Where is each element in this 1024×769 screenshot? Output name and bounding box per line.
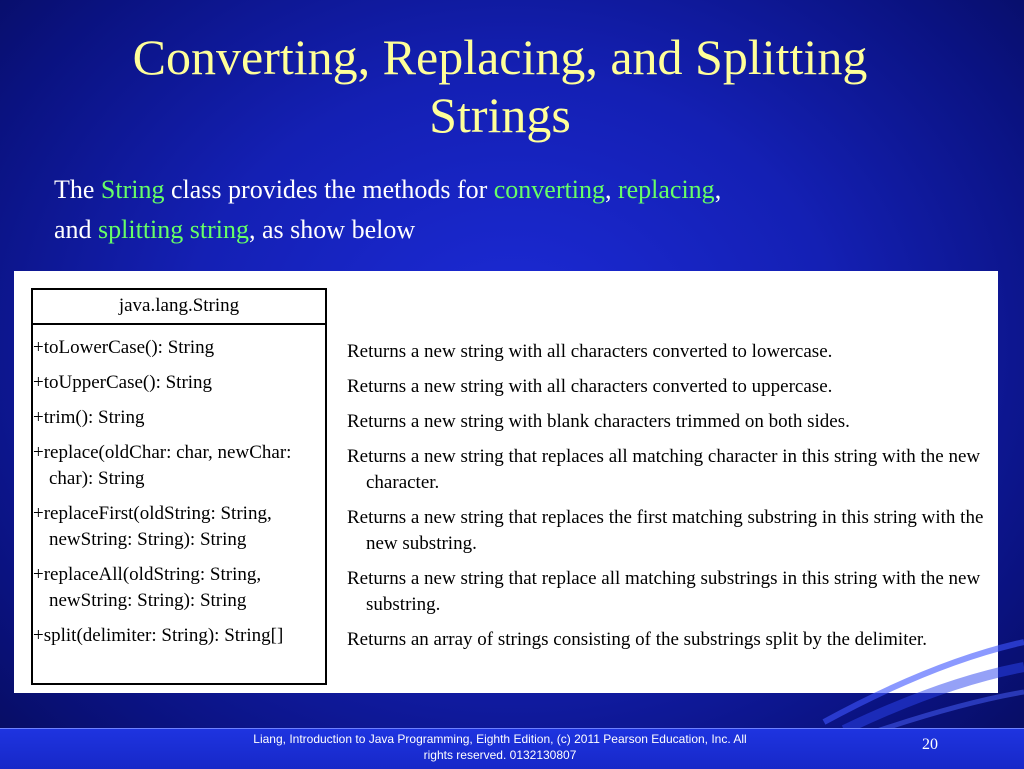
uml-class-box bbox=[31, 288, 327, 685]
intro-text-part: , bbox=[604, 175, 618, 204]
description-touppercase: Returns a new string with all characters converted to uppercase. bbox=[347, 376, 833, 397]
footer-copyright bbox=[200, 731, 800, 763]
intro-highlight-string: String bbox=[100, 175, 165, 204]
intro-text-part: class provides the methods for bbox=[164, 175, 494, 204]
description-tolowercase: Returns a new string with all characters converted to lowercase. bbox=[347, 341, 833, 362]
uml-method-replaceall: +replaceAll(oldString: String, newString: String): String bbox=[33, 564, 262, 611]
intro-text-part: and bbox=[54, 215, 99, 244]
method-descriptions bbox=[347, 339, 987, 662]
intro-text-part: The bbox=[54, 175, 101, 204]
description-replaceall: Returns a new string that replace all matching substrings in this string with the new substring. bbox=[347, 568, 981, 615]
description-replace: Returns a new string that replaces all matching character in this string with the new character. bbox=[347, 446, 981, 493]
uml-method-tolowercase: +toLowerCase(): String bbox=[33, 337, 215, 358]
intro-highlight-splitting: splitting string bbox=[98, 215, 250, 244]
footer-copyright-line-2: rights reserved. 0132130807 bbox=[423, 748, 577, 762]
uml-method-touppercase: +toUpperCase(): String bbox=[33, 372, 213, 393]
intro-text-part: , as show below bbox=[249, 215, 416, 244]
slide-title-line-1: Converting, Replacing, and Splitting bbox=[132, 29, 868, 85]
description-split: Returns an array of strings consisting of the substrings split by the delimiter. bbox=[347, 629, 927, 650]
intro-highlight-replacing: replacing bbox=[617, 175, 715, 204]
intro-text bbox=[54, 170, 954, 250]
uml-method-replacefirst: +replaceFirst(oldString: String, newString: String): String bbox=[33, 503, 272, 550]
footer-copyright-line-1: Liang, Introduction to Java Programming, Eighth Edition, (c) 2011 Pearson Education, Inc. All bbox=[253, 732, 747, 746]
intro-text-part: , bbox=[714, 175, 722, 204]
slide-footer bbox=[0, 728, 1024, 769]
slide-title bbox=[40, 28, 960, 144]
decorative-swoosh-graphic bbox=[814, 622, 1024, 732]
uml-method-list bbox=[33, 325, 325, 649]
intro-highlight-converting: converting bbox=[493, 175, 605, 204]
uml-method-replace: +replace(oldChar: char, newChar: char): String bbox=[33, 442, 292, 489]
slide-title-line-2: Strings bbox=[429, 87, 571, 143]
page-number: 20 bbox=[922, 736, 938, 753]
uml-method-trim: +trim(): String bbox=[33, 407, 145, 428]
description-replacefirst: Returns a new string that replaces the first matching substring in this string with the new substring. bbox=[347, 507, 984, 554]
description-trim: Returns a new string with blank characters trimmed on both sides. bbox=[347, 411, 850, 432]
uml-class-name: java.lang.String bbox=[33, 290, 325, 325]
uml-method-split: +split(delimiter: String): String[] bbox=[33, 625, 284, 646]
